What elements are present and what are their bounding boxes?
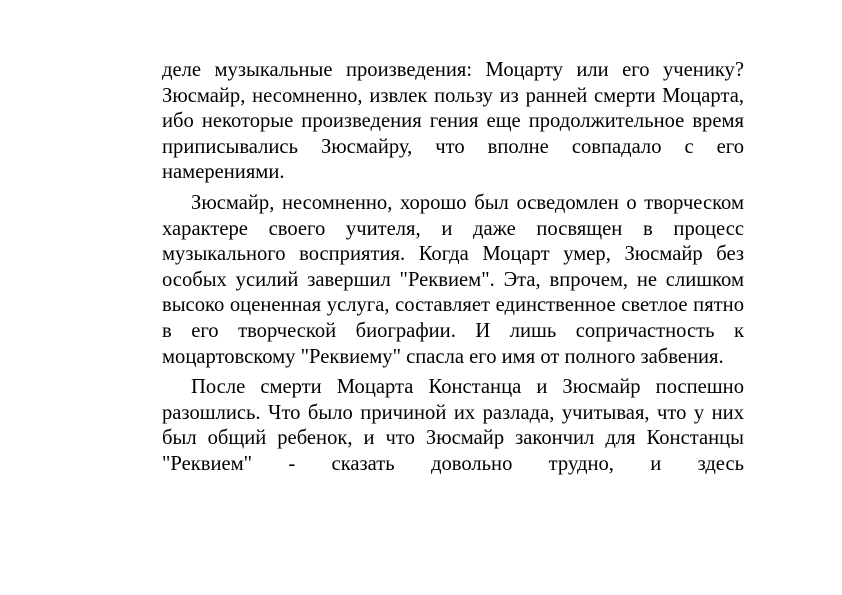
paragraph-3: После смерти Моцарта Констанца и Зюсмайр поспешно разошлись. Что было причиной их разлада, учитывая, что у них был общий ребенок, и что Зюсмайр закончил для Констанцы "Реквием" - сказать довольно трудно, и здесь <box>162 376 744 475</box>
paragraph-1: деле музыкальные произведения: Моцарту или его ученику? Зюсмайр, несомненно, извлек пользу из ранней смерти Моцарта, ибо некоторые произведения гения еще продолжительное время приписывались Зюсмайру, что вполне совпадало с его намерениями. <box>162 59 744 184</box>
paragraph-2: Зюсмайр, несомненно, хорошо был осведомлен о творческом характере своего учителя, и даже посвящен в процесс музыкального восприятия. Когда Моцарт умер, Зюсмайр без особых усилий завершил "Реквием". Эта, впрочем, не слишком высоко оцененная услуга, составляет единственное светлое пятно в его творческой биографии. И лишь сопричастность к моцартовскому "Реквиему" спасла его имя от полного забвения. <box>162 191 744 368</box>
document-page <box>162 58 744 477</box>
